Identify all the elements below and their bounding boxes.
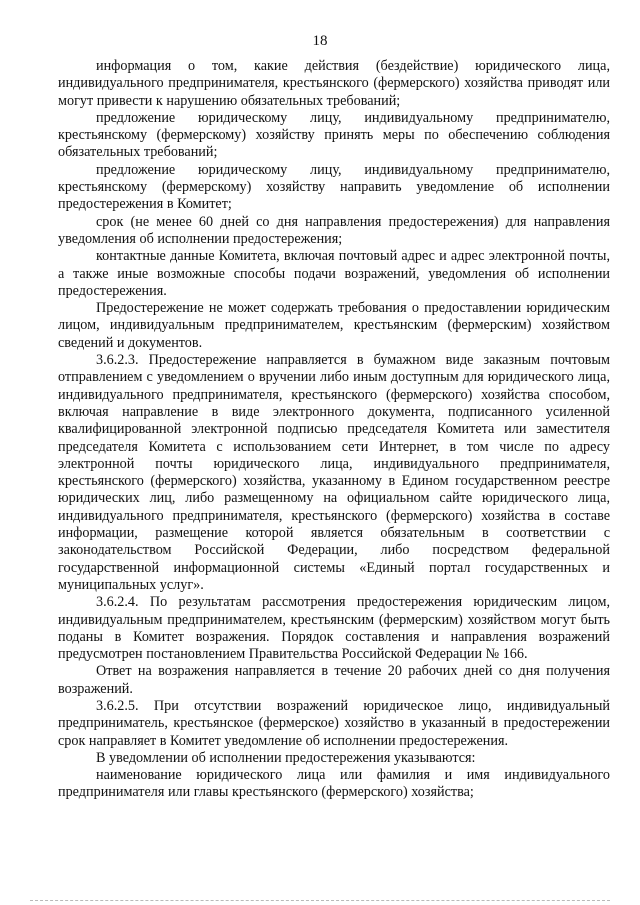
page-number: 18: [312, 33, 328, 49]
paragraph-deadline: срок (не менее 60 дней со дня направления предостережения) для направления уведомления об исполнении предостережения;: [58, 213, 610, 247]
paragraph-response-deadline: Ответ на возражения направляется в течение 20 рабочих дней со дня получения возражений.: [58, 663, 610, 697]
paragraph-section-3-6-2-4: 3.6.2.4. По результатам рассмотрения предостережения юридическим лицом, индивидуальным предпринимателем, крестьянским (фермерским) хозяйством могут быть поданы в Комитет возражения. Порядок составления и направления возражений предусмотрен постановлением Правительства Российской Федерации № 166.: [58, 594, 610, 663]
paragraph-section-3-6-2-3: 3.6.2.3. Предостережение направляется в бумажном виде заказным почтовым отправлением с уведомлением о вручении либо иным доступным для юридического лица, индивидуального предпринимателя, крестьянского (фермерского) хозяйства способом, включая направление в виде электронного документа, подписанного усиленной квалифицированной электронной подписью председателя Комитета или заместителя председателя Комитета с использованием сети Интернет, в том числе по адресу электронной почты юридического лица, индивидуального предпринимателя, крестьянского (фермерского) хозяйства, указанному в Едином государственном реестре юридических лиц, либо размещенному на официальном сайте юридического лица, индивидуального предпринимателя, крестьянского (фермерского) хозяйства в составе информации, размещение которой является обязательным в соответствии с законодательством Российской Федерации, либо посредством федеральной государственной информационной системы «Единый портал государственных и муниципальных услуг».: [58, 352, 610, 593]
paragraph-compliance-proposal: предложение юридическому лицу, индивидуальному предпринимателю, крестьянскому (фермерскому) хозяйству принять меры по обеспечению соблюдения обязательных требований;: [58, 109, 610, 161]
paragraph-violation-info: информация о том, какие действия (бездействие) юридического лица, индивидуального предпринимателя, крестьянского (фермерского) хозяйства приводят или могут привести к нарушению обязательных требований;: [58, 58, 610, 109]
paragraph-notification-proposal: предложение юридическому лицу, индивидуальному предпринимателю, крестьянскому (фермерскому) хозяйству направить уведомление об исполнении предостережения в Комитет;: [58, 161, 610, 213]
paragraph-entity-name: наименование юридического лица или фамилия и имя индивидуального предпринимателя или главы крестьянского (фермерского) хозяйства;: [58, 767, 610, 801]
paragraph-restriction: Предостережение не может содержать требования о предоставлении юридическим лицом, индивидуальным предпринимателем, крестьянским (фермерским) хозяйством сведений и документов.: [58, 300, 610, 351]
paragraph-section-3-6-2-5: 3.6.2.5. При отсутствии возражений юридическое лицо, индивидуальный предприниматель, крестьянское (фермерское) хозяйство в указанный в предостережении срок направляет в Комитет уведомление об исполнении предостережения.: [58, 697, 610, 749]
paragraph-notification-contents: В уведомлении об исполнении предостережения указываются:: [96, 749, 476, 766]
scan-bottom-edge: [30, 899, 610, 901]
paragraph-contact-details: контактные данные Комитета, включая почтовый адрес и адрес электронной почты, а также иные возможные способы подачи возражений, уведомления об исполнении предостережения.: [58, 248, 610, 299]
document-body: [58, 58, 610, 802]
